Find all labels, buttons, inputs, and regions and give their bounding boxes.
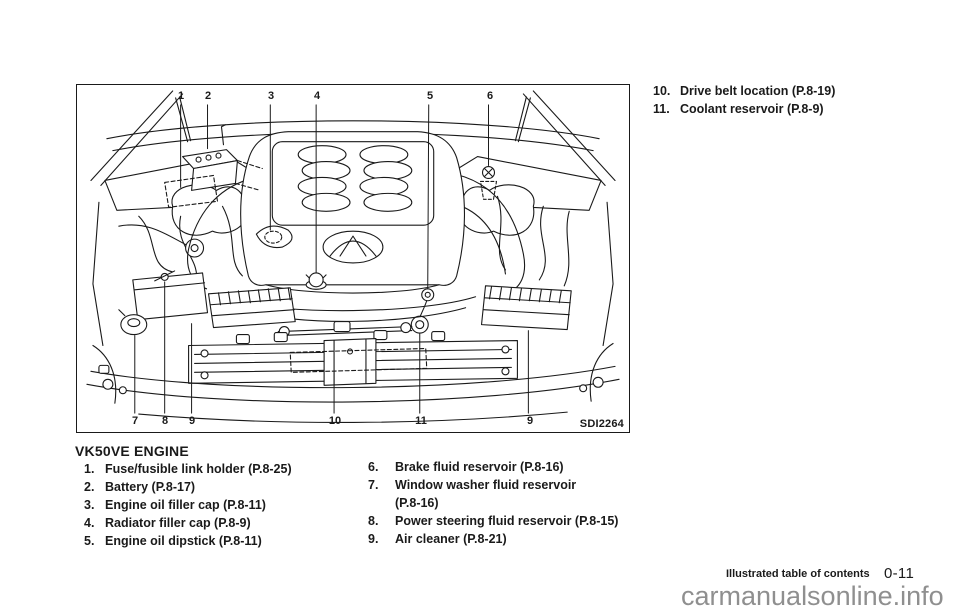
legend-mid-num-8: 8. xyxy=(368,514,379,528)
legend-left-text-5: Engine oil dipstick (P.8-11) xyxy=(105,534,262,548)
legend-left-num-1: 1. xyxy=(84,462,95,476)
legend-right-num-11: 11. xyxy=(653,102,670,116)
callout-4: 4 xyxy=(313,90,321,102)
footer-section-title: Illustrated table of contents xyxy=(726,568,870,580)
callout-10: 10 xyxy=(328,415,342,427)
callout-8: 8 xyxy=(161,415,169,427)
legend-mid-text-7: Window washer fluid reservoir xyxy=(395,478,577,492)
legend-mid-text-7-cont: (P.8-16) xyxy=(395,496,439,510)
legend-left-num-2: 2. xyxy=(84,480,95,494)
engine-bay-illustration xyxy=(77,85,629,432)
engine-diagram-frame xyxy=(76,84,630,433)
callout-7: 7 xyxy=(131,415,139,427)
callout-11: 11 xyxy=(415,415,427,427)
legend-right-num-10: 10. xyxy=(653,84,671,98)
callout-2: 2 xyxy=(204,90,212,102)
legend-left-text-4: Radiator filler cap (P.8-9) xyxy=(105,516,251,530)
page-title: VK50VE ENGINE xyxy=(75,443,189,459)
legend-mid-num-9: 9. xyxy=(368,532,379,546)
legend-left-text-1: Fuse/fusible link holder (P.8-25) xyxy=(105,462,292,476)
legend-mid-text-9: Air cleaner (P.8-21) xyxy=(395,532,507,546)
callout-5: 5 xyxy=(426,90,434,102)
legend-mid-text-8: Power steering fluid reservoir (P.8-15) xyxy=(395,514,619,528)
callout-9-left: 9 xyxy=(188,415,196,427)
site-watermark: carmanualsonline.info xyxy=(681,581,944,611)
legend-mid-text-6: Brake fluid reservoir (P.8-16) xyxy=(395,460,564,474)
legend-mid-num-7: 7. xyxy=(368,478,379,492)
legend-left-text-2: Battery (P.8-17) xyxy=(105,480,196,494)
legend-mid-num-6: 6. xyxy=(368,460,379,474)
footer-page-number: 0-11 xyxy=(884,565,915,582)
callout-9-right: 9 xyxy=(526,415,534,427)
legend-right-text-11: Coolant reservoir (P.8-9) xyxy=(680,102,824,116)
callout-3: 3 xyxy=(267,90,275,102)
legend-left-num-3: 3. xyxy=(84,498,95,512)
legend-right-text-10: Drive belt location (P.8-19) xyxy=(680,84,836,98)
legend-left-num-4: 4. xyxy=(84,516,95,530)
legend-left-num-5: 5. xyxy=(84,534,95,548)
legend-left-text-3: Engine oil filler cap (P.8-11) xyxy=(105,498,266,512)
callout-6: 6 xyxy=(486,90,494,102)
figure-code: SDI2264 xyxy=(579,418,624,430)
callout-1: 1 xyxy=(177,90,185,102)
